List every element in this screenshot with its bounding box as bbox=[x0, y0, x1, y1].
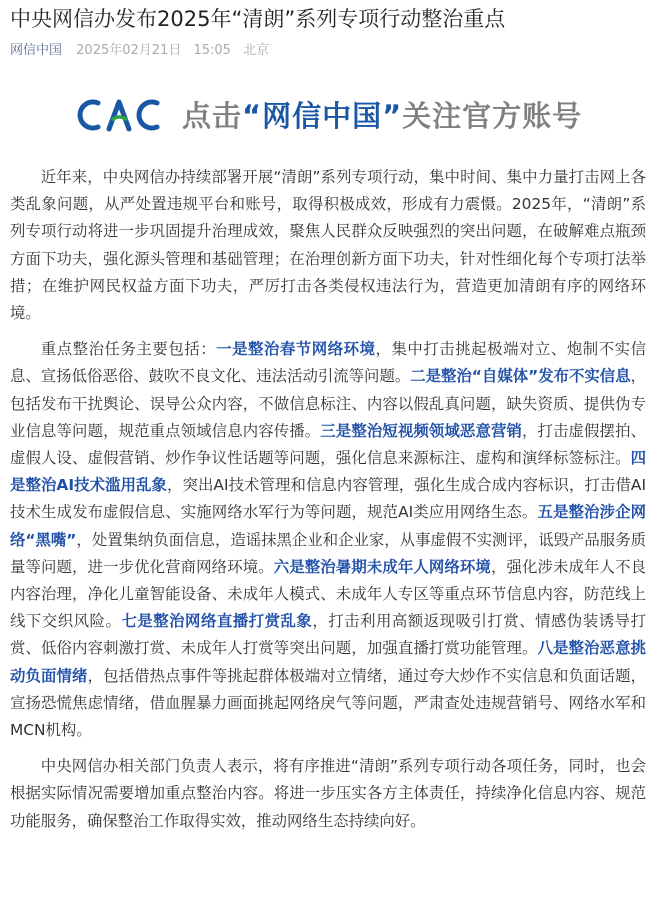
tasks-intro: 重点整治任务主要包括： bbox=[40, 340, 217, 359]
task-5-desc: ，处置集纳负面信息，造谣抹黑企业和企业家，从事虚假不实测评，诋毁产品服务质量等问题，进一步优化营商网络环境。 bbox=[10, 530, 646, 576]
cac-logo-icon bbox=[76, 94, 166, 136]
task-3-title: 三是整治短视频领域恶意营销 bbox=[320, 421, 522, 440]
article-title: 中央网信办发布2025年“清朗”系列专项行动整治重点 bbox=[10, 7, 506, 31]
task-2-title: 二是整治“自媒体”发布不实信息 bbox=[410, 367, 631, 386]
banner-slogan bbox=[182, 96, 582, 136]
task-1-desc: ，集中打击挑起极端对立、炮制不实信息、宣扬低俗恶俗、鼓吹不良文化、违法活动引流等问题。 bbox=[10, 340, 646, 386]
task-7-desc: ，打击利用高额返现吸引打赏、情感伪装诱导打赏、低俗内容刺激打赏、未成年人打赏等突出问题，加强直播打赏功能管理。 bbox=[10, 612, 646, 658]
paragraph-intro: 近年来，中央网信办持续部署开展“清朗”系列专项行动，集中时间、集中力量打击网上各类乱象问题，从严处置违规平台和账号，取得积极成效，形成有力震慑。2025年，“清朗”系列专项行动将进一步巩固提升治理成效，聚焦人民群众反映强烈的突出问题，在破解难点瓶颈方面下功夫，强化源头管理和基础管理；在治理创新方面下功夫，针对性细化每个专项打法举措；在维护网民权益方面下功夫，严厉打击各类侵权违法行为，营造更加清朗有序的网络环境。 bbox=[10, 168, 646, 323]
slogan-prefix: 点击 bbox=[182, 99, 243, 133]
publish-time: 15:05 bbox=[193, 43, 231, 58]
paragraph-tasks bbox=[10, 336, 646, 744]
task-1-title: 一是整治春节网络环境 bbox=[216, 340, 376, 359]
slogan-highlight: “网信中国” bbox=[242, 99, 403, 133]
task-6-title: 六是整治暑期未成年人网络环境 bbox=[273, 557, 491, 576]
publish-date: 2025年02月21日 bbox=[76, 43, 182, 58]
task-4-desc: ，突出AI技术管理和信息内容管理，强化生成合成内容标识，打击借AI技术生成发布虚假信息、实施网络水军行为等问题，规范AI类应用网络生态。 bbox=[10, 476, 646, 522]
follow-banner[interactable] bbox=[10, 86, 646, 146]
task-8-desc: ，包括借热点事件等挑起群体极端对立情绪，通过夸大炒作不实信息和负面话题，宣扬恐慌焦虑情绪，借血腥暴力画面挑起网络戾气等问题，严肃查处违规营销号、网络水军和MCN机构。 bbox=[10, 666, 646, 740]
task-5-title: 五是整治涉企网络“黑嘴” bbox=[10, 503, 646, 549]
publish-location: 北京 bbox=[243, 43, 270, 58]
task-3-desc: ，打击虚假摆拍、虚假人设、虚假营销、炒作争议性话题等问题，强化信息来源标注、虚构和演绎标签标注。 bbox=[10, 421, 646, 468]
paragraph-closing: 中央网信办相关部门负责人表示，将有序推进“清朗”系列专项行动各项任务，同时，也会根据实际情况需要增加重点整治内容。将进一步压实各方主体责任，持续净化信息内容、规范功能服务，确保整治工作取得实效，推动网络生态持续向好。 bbox=[10, 757, 646, 830]
account-name-link[interactable]: 网信中国 bbox=[10, 43, 63, 58]
article-meta bbox=[10, 42, 646, 60]
task-6-desc: ，强化涉未成年人不良内容治理，净化儿童智能设备、未成年人模式、未成年人专区等重点环节信息内容，防范线上线下交织风险。 bbox=[10, 557, 646, 631]
task-7-title: 七是整治网络直播打赏乱象 bbox=[121, 612, 313, 631]
task-2-desc: ，包括发布干扰舆论、误导公众内容，不做信息标注、内容以假乱真问题，缺失资质、提供伪专业信息等问题，规范重点领域信息内容传播。 bbox=[10, 367, 646, 440]
slogan-suffix: 关注官方账号 bbox=[402, 99, 583, 133]
article-body bbox=[10, 164, 646, 835]
task-4-title: 四是整治AI技术滥用乱象 bbox=[10, 449, 646, 495]
cac-logo-text: CAC bbox=[121, 124, 124, 125]
article-container bbox=[10, 0, 646, 844]
task-8-title: 八是整治恶意挑动负面情绪 bbox=[10, 639, 646, 685]
